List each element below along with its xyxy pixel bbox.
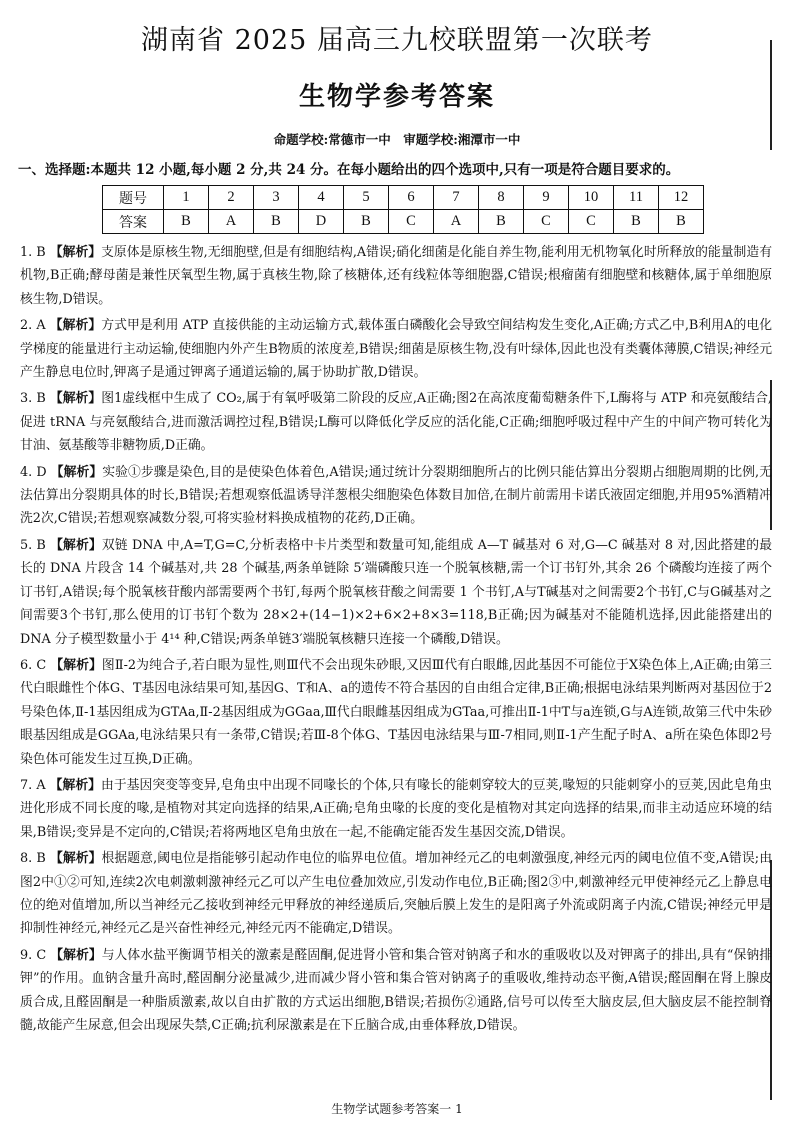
- answer-table: [102, 185, 704, 234]
- question-number: 8: [479, 186, 524, 210]
- analysis-tag: 【解析】: [49, 245, 102, 260]
- item-text: 图Ⅱ-2为纯合子,若白眼为显性,则Ⅲ代不会出现朱砂眼,又因Ⅲ代有白眼雌,因此基因不可能位于X染色体上,A正确;由第三代白眼雌性个体G、T基因电泳结果可知,基因G、T和A、a的遗传不符合基因的自由组合定律,B正确;根据电泳结果判断两对基因位于2号染色体,Ⅱ-1基因组成为GTAa,Ⅱ-2基因组成为GGaa,Ⅲ代白眼雌基因组成为GTaa,可推出Ⅱ-1中T与a连锁,G与A连锁,故第三代中朱砂眼基因组成是GGAa,电泳结果只有一条带,C错误;若Ⅲ-8个体G、T基因电泳结果与Ⅲ-7相同,则Ⅱ-1产生配子时A、a所在染色体即2号染色体可能发生过互换,D正确。: [20, 657, 772, 767]
- item-prefix: 9. C: [20, 947, 47, 963]
- question-number: 12: [659, 186, 704, 210]
- answer-cell: A: [434, 210, 479, 234]
- school-credits: 命题学校:常德市一中 审题学校:湘潭市一中: [273, 132, 521, 147]
- analysis-tag: 【解析】: [50, 537, 102, 553]
- explanation-item: [20, 241, 772, 311]
- item-text: 支原体是原核生物,无细胞壁,但是有细胞结构,A错误;硝化细菌是化能自养生物,能利用无机物氧化时所释放的能量制造有机物,B正确;酵母菌是兼性厌氧型生物,属于真核生物,除了核糖体,还有线粒体等细胞器,C错误;根瘤菌有细胞壁和核糖体,属于单细胞原核生物,D错误。: [20, 245, 772, 307]
- item-prefix: 6. C: [20, 657, 47, 673]
- answer-row: [103, 210, 704, 234]
- answer-cell: B: [164, 210, 209, 234]
- row-label-answer: 答案: [103, 210, 164, 234]
- question-number: 9: [524, 186, 569, 210]
- answer-cell: B: [479, 210, 524, 234]
- answer-cell: D: [299, 210, 344, 234]
- analysis-tag: 【解析】: [50, 464, 103, 480]
- answer-cell: C: [569, 210, 614, 234]
- question-number: 2: [209, 186, 254, 210]
- item-prefix: 3. B: [20, 391, 46, 407]
- question-number: 6: [389, 186, 434, 210]
- answer-cell: C: [524, 210, 569, 234]
- explanation-item: [20, 387, 772, 457]
- item-text: 图1虚线框中生成了 CO₂,属于有氧呼吸第二阶段的反应,A正确;图2在高浓度葡萄糖条件下,L酶将与 ATP 和亮氨酸结合,促进 tRNA 与亮氨酸结合,进而激活调控过程,B错误;L酶可以降低化学反应的活化能,C正确;细胞呼吸过程中产生的中间产物可转化为甘油、氨基酸等非糖物质,D正确。: [20, 391, 772, 454]
- row-label-question: 题号: [103, 186, 164, 210]
- explanation-item: [20, 847, 772, 941]
- item-prefix: 4. D: [20, 464, 47, 480]
- item-text: 根据题意,阈电位是指能够引起动作电位的临界电位值。增加神经元乙的电刺激强度,神经元丙的阈电位值不变,A错误;由图2中①②可知,连续2次电刺激刺激神经元乙可以产生电位叠加效应,引发动作电位,B正确;图2③中,刺激神经元甲使神经元乙上静息电位的绝对值增加,所以当神经元乙接收到神经元甲释放的神经递质后,突触后膜上发生的是阳离子外流或阴离子内流,C错误;神经元甲是抑制性神经元,神经元乙是兴奋性神经元,神经元丙不能确定,D错误。: [20, 851, 773, 937]
- item-text: 实验①步骤是染色,目的是使染色体着色,A错误;通过统计分裂期细胞所占的比例只能估算出分裂期占细胞周期的比例,无法估算出分裂期具体的时长,B错误;若想观察低温诱导洋葱根尖细胞染色体数目加倍,在制片前需用卡诺氏液固定细胞,并用95%酒精冲洗2次,C错误;若想观察减数分裂,可将实验材料换成植物的花药,D正确。: [20, 464, 772, 527]
- answer-cell: C: [389, 210, 434, 234]
- analysis-tag: 【解析】: [50, 657, 102, 673]
- question-number: 4: [299, 186, 344, 210]
- explanation-list: [20, 241, 772, 1040]
- analysis-tag: 【解析】: [49, 777, 102, 793]
- explanation-item: [20, 314, 772, 384]
- question-number: 5: [344, 186, 389, 210]
- explanation-item: [20, 534, 772, 651]
- question-number: 10: [569, 186, 614, 210]
- analysis-tag: 【解析】: [49, 851, 102, 867]
- question-number: 1: [164, 186, 209, 210]
- document-subtitle: 生物学参考答案: [298, 82, 495, 112]
- answer-cell: B: [659, 210, 704, 234]
- answer-cell: A: [209, 210, 254, 234]
- question-number-row: [103, 186, 704, 210]
- question-number: 3: [254, 186, 299, 210]
- answer-cell: B: [614, 210, 659, 234]
- answer-cell: B: [254, 210, 299, 234]
- question-number: 11: [614, 186, 659, 210]
- item-text: 由于基因突变等变异,皂角虫中出现不同喙长的个体,只有喙长的能刺穿较大的豆荚,喙短的只能刺穿小的豆荚,因此皂角虫进化形成不同长度的喙,是植物对其定向选择的结果,A正确;皂角虫喙的长度的变化是植物对其定向选择的结果,而非主动适应环境的结果,B错误;变异是不定向的,C错误;若将两地区皂角虫放在一起,不能确定能否发生基因交流,D错误。: [20, 777, 772, 840]
- item-prefix: 1. B: [20, 245, 46, 260]
- answer-cell: B: [344, 210, 389, 234]
- question-number: 7: [434, 186, 479, 210]
- explanation-item: [20, 654, 772, 771]
- item-text: 双链 DNA 中,A=T,G=C,分析表格中卡片类型和数量可知,能组成 A—T 碱基对 6 对,G—C 碱基对 8 对,因此搭建的最长的 DNA 片段含 14 个碱基对,共 28 个碱基,两条单链除 5′端磷酸只连一个脱氧核糖,需一个订书钉外,其余 26 个磷酸均连接了两个订书钉,A错误;每个脱氧核苷酸内部需要两个书钉,每两个脱氧核苷酸之间需要 1 个书钉,A与T碱基对之间需要2个书钉,C与G碱基对之间需要3个书钉,那么使用的订书钉个数为 28×2+(14−1)×2+6×2+8×3=118,B正确;因为碱基对不能随机选择,因此能搭建出的 DNA 分子模型数量小于 4¹⁴ 种,C错误;两条单链3′端脱氧核糖只连接一个磷酸,D错误。: [20, 537, 772, 647]
- item-prefix: 7. A: [20, 777, 46, 793]
- explanation-item: [20, 944, 772, 1038]
- item-text: 方式甲是利用 ATP 直接供能的主动运输方式,载体蛋白磷酸化会导致空间结构发生变化,A正确;方式乙中,B利用A的电化学梯度的能量进行主动运输,使细胞内外产生B物质的浓度差,B错误;细菌是原核生物,没有叶绿体,因此也没有类囊体薄膜,C错误;神经元产生静息电位时,钾离子是通过钾离子通道运输的,属于协助扩散,D错误。: [20, 318, 772, 381]
- item-prefix: 2. A: [20, 318, 46, 334]
- analysis-tag: 【解析】: [50, 947, 102, 963]
- analysis-tag: 【解析】: [49, 318, 102, 334]
- page-footer: 生物学试题参考答案一 1: [331, 1102, 463, 1116]
- item-prefix: 5. B: [20, 537, 46, 553]
- section-heading: 一、选择题:本题共 12 小题,每小题 2 分,共 24 分。在每小题给出的四个选项中,只有一项是符合题目要求的。: [18, 162, 680, 178]
- explanation-item: [20, 774, 772, 844]
- analysis-tag: 【解析】: [49, 391, 102, 407]
- item-prefix: 8. B: [20, 851, 46, 867]
- document-title: 湖南省 2025 届高三九校联盟第一次联考: [141, 25, 653, 56]
- explanation-item: [20, 461, 772, 531]
- item-text: 与人体水盐平衡调节相关的激素是醛固酮,促进肾小管和集合管对钠离子和水的重吸收以及对钾离子的排出,具有“保钠排钾”的作用。血钠含量升高时,醛固酮分泌量减少,进而减少肾小管和集合管对钠离子的重吸收,维持动态平衡,A错误;醛固酮在肾上腺皮质合成,且醛固酮是一种脂质激素,故以自由扩散的方式运出细胞,B错误;若损伤②通路,信号可以传至大脑皮层,但大脑皮层不能控制脊髓,故能产生尿意,但会出现尿失禁,C正确;抗利尿激素是在下丘脑合成,由垂体释放,D错误。: [20, 947, 772, 1033]
